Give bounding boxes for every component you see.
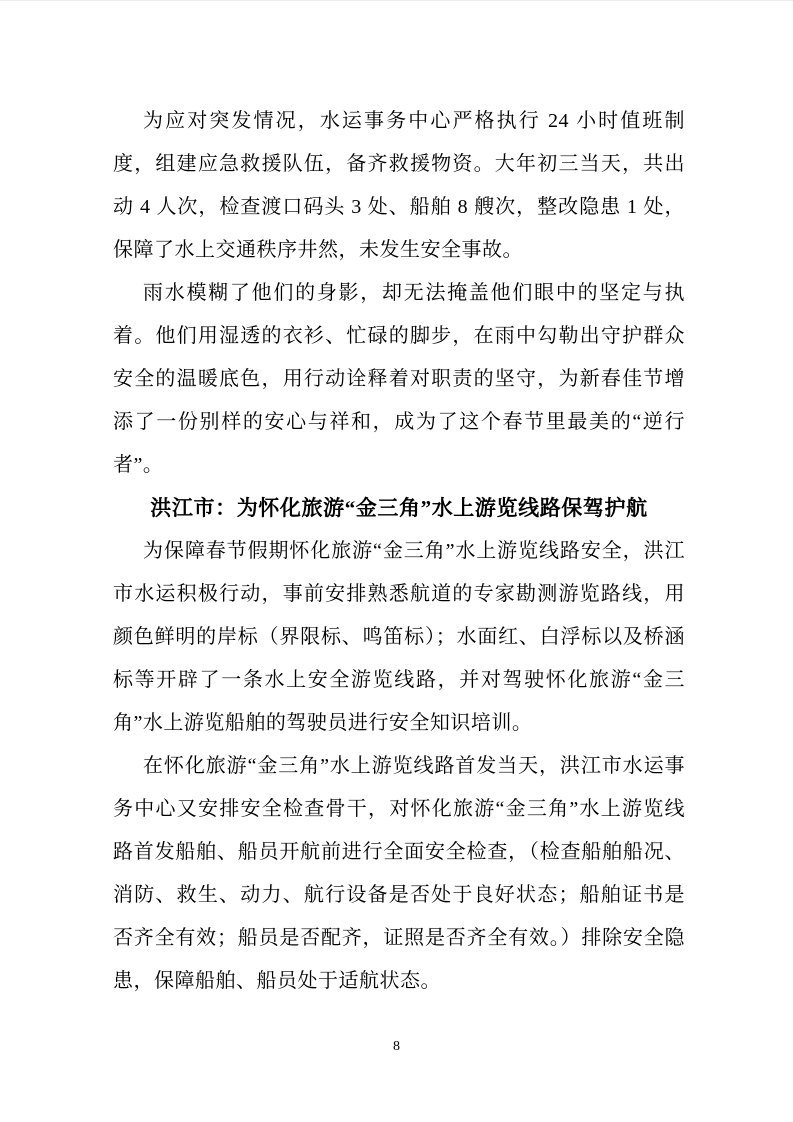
paragraph-safety-inspection: 在怀化旅游“金三角”水上游览线路首发当天，洪江市水运事务中心又安排安全检查骨干，对怀化旅游“金三角”水上游览线路首发船舶、船员开航前进行全面安全检查，（检查船舶船况、消防、救生、动力、航行设备是否处于良好状态；船舶证书是否齐全有效；船员是否配齐，证照是否齐全有效。）排除安全隐患，保障船舶、船员处于适航状态。 [113,755,685,992]
page-footer [0,1037,793,1057]
paragraph-rain-tribute: 雨水模糊了他们的身影，却无法掩盖他们眼中的坚定与执着。他们用湿透的衣衫、忙碌的脚步，在雨中勾勒出守护群众安全的温暖底色，用行动诠释着对职责的坚守，为新春佳节增添了一份别样的安心与祥和，成为了这个春节里最美的“逆行者”。 [113,282,685,476]
document-body [113,100,685,1003]
section-heading-hongjiang: 洪江市：为怀化旅游“金三角”水上游览线路保驾护航 [150,496,648,520]
page-number: 8 [393,1039,400,1054]
paragraph-emergency-duty: 为应对突发情况，水运事务中心严格执行 24 小时值班制度，组建应急救援队伍，备齐救援物资。大年初三当天，共出动 4 人次，检查渡口码头 3 处、船舶 8 艘次，整改隐患 1 处，保障了水上交通秩序井然，未发生安全事故。 [113,110,685,261]
paragraph-route-preparation: 为保障春节假期怀化旅游“金三角”水上游览线路安全，洪江市水运积极行动，事前安排熟悉航道的专家勘测游览路线，用颜色鲜明的岸标（界限标、鸣笛标）；水面红、白浮标以及桥涵标等开辟了一条水上安全游览线路，并对驾驶怀化旅游“金三角”水上游览船舶的驾驶员进行安全知识培训。 [113,540,685,734]
